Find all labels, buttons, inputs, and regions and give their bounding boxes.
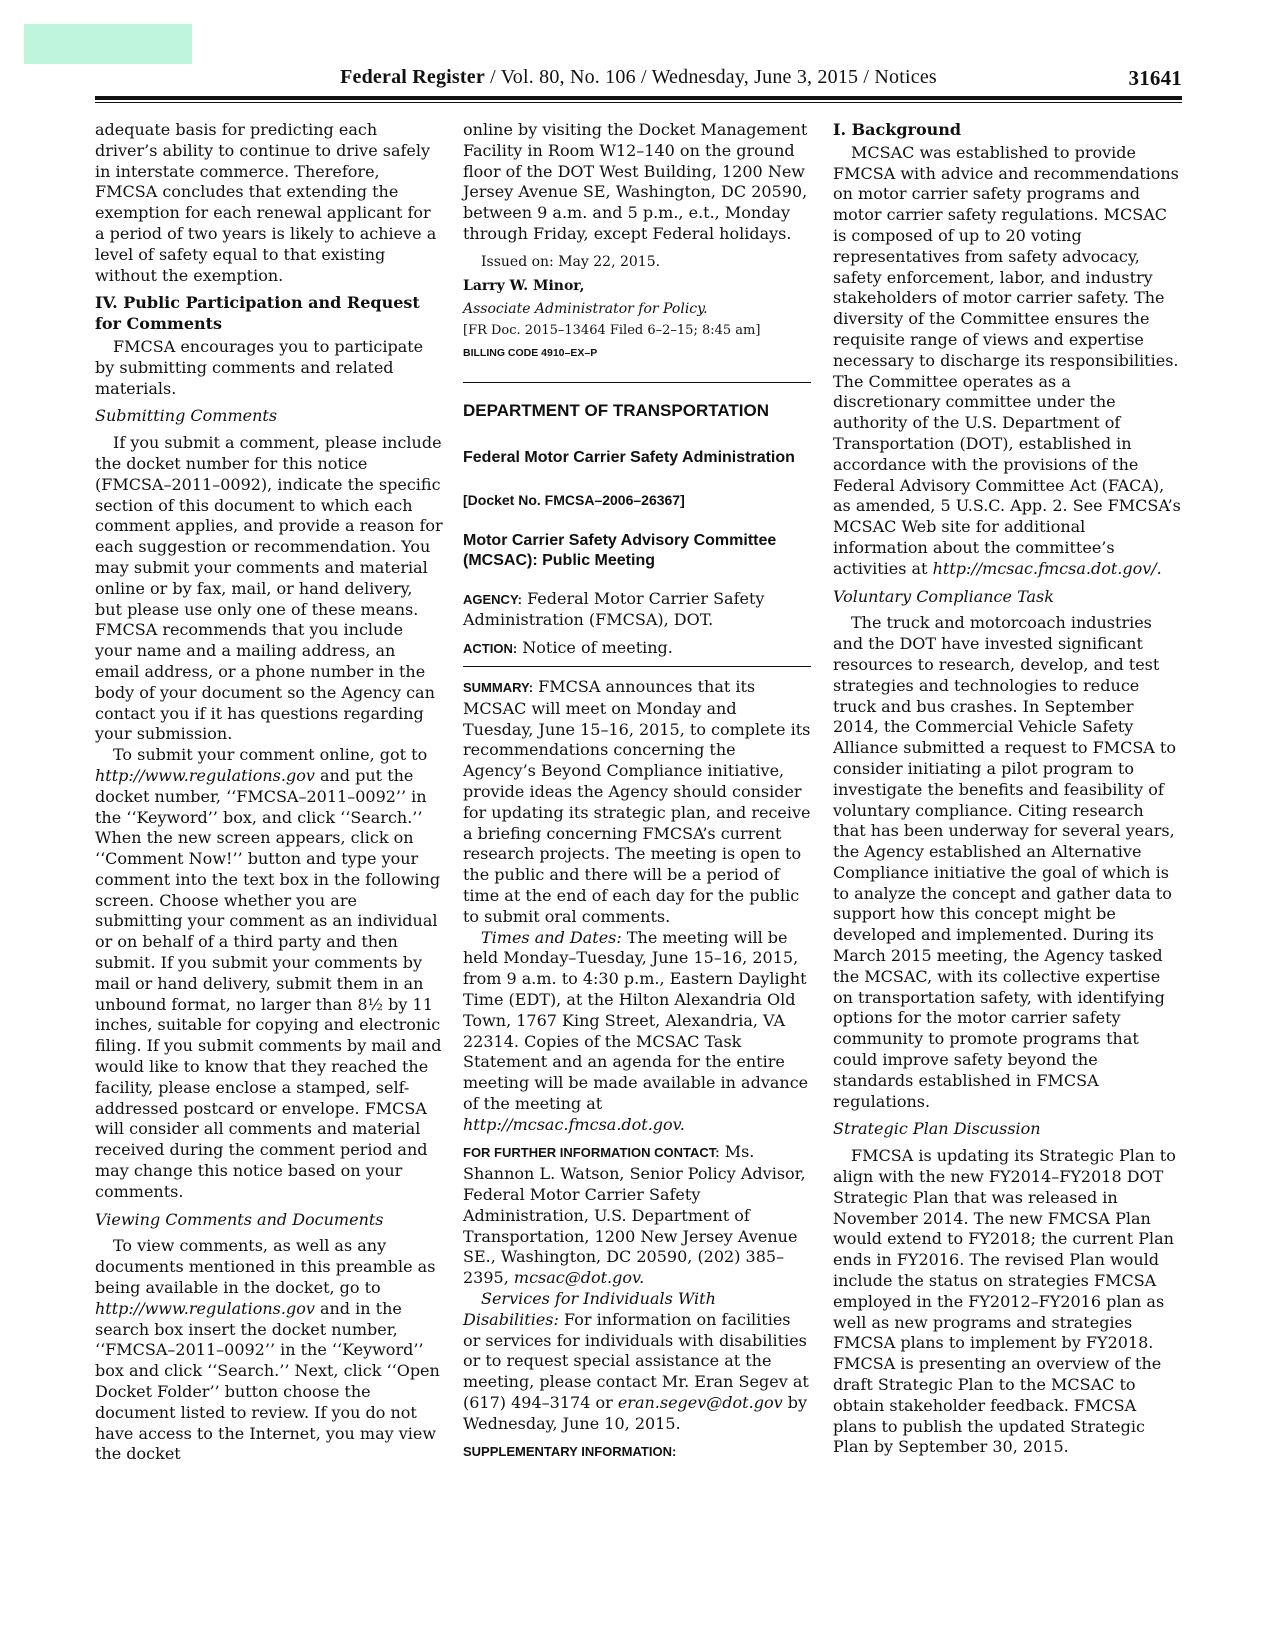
page-header: [95, 66, 1182, 94]
header-rule-thin: [95, 102, 1182, 103]
publication-name: Federal Register: [340, 66, 485, 88]
mcsac-link[interactable]: http://mcsac.fmcsa.dot.gov/.: [932, 558, 1162, 578]
paragraph: online by visiting the Docket Management Facility in Room W12–140 on the ground floor of the DOT West Building, 1200 New Jersey Avenue SE, Washington, DC 20590, between 9 a.m. and 5 p.m., e.t., Monday through Friday, except Federal holidays.: [463, 120, 808, 243]
column-3: [833, 120, 1181, 1465]
subheading: Voluntary Compliance Task: [833, 586, 1054, 606]
action-line: ACTION: Notice of meeting.: [463, 638, 673, 658]
paragraph: FMCSA is updating its Strategic Plan to align with the new FY2014–FY2018 DOT Strategic Plan that was released in November 2014. The new FMCSA Plan would extend to FY2018; the current Plan ends in FY2016. The revised Plan would include the status on strategies FMCSA employed in the FY2012–FY2016 plan as well as new programs and strategies FMCSA plans to implement by FY2018. FMCSA is presenting an overview of the draft Strategic Plan to the MCSAC to obtain stakeholder feedback. FMCSA plans to publish the updated Strategic Plan by September 30, 2015.: [833, 1146, 1176, 1457]
agency-heading: Federal Motor Carrier Safety Administration: [463, 448, 795, 466]
header-citation-line: [95, 66, 1182, 89]
issued-date: Issued on: May 22, 2015.: [481, 253, 661, 270]
issue-citation: / Vol. 80, No. 106 / Wednesday, June 3, 2015 / Notices: [484, 66, 937, 88]
email-link[interactable]: eran.segev@dot.gov: [617, 1393, 783, 1413]
mcsac-link[interactable]: http://mcsac.fmcsa.dot.gov.: [463, 1114, 685, 1134]
signer-name: Larry W. Minor,: [463, 277, 585, 294]
summary-paragraph: SUMMARY: FMCSA announces that its MCSAC will meet on Monday and Tuesday, June 15–16, 2015, to complete its recommendations concerning the Agency’s Beyond Compliance initiative, provide ideas the Agency should consider for updating its strategic plan, and receive a briefing concerning FMCSA’s current research projects. The meeting is open to the public and there will be a period of time at the end of each day for the public to submit oral comments.: [463, 676, 811, 926]
paragraph: The truck and motorcoach industries and the DOT have invested significant resources to research, develop, and test strategies and technologies to reduce truck and bus crashes. In September 2014, the Commercial Vehicle Safety Alliance submitted a request to FMCSA to consider initiating a pilot program to investigate the benefits and feasibility of voluntary compliance. Citing research that has been underway for several years, the Agency established an Alternative Compliance initiative the goal of which is to analyze the concept and gather data to support how this concept might be developed and implemented. During its March 2015 meeting, the Agency tasked the MCSAC, with its collective expertise on transportation safety, with identifying options for the motor carrier safety community to promote programs that could improve safety beyond the standards established in FMCSA regulations.: [833, 613, 1176, 1111]
paragraph: To view comments, as well as any documents mentioned in this preamble as being available in the docket, go to http://www.regulations.gov and in the search box insert the docket number, ‘‘FMCSA–2011–0092’’ in the ‘‘Keyword’’ box and click ‘‘Search.’’ Next, click ‘‘Open Docket Folder’’ button choose the document listed to review. If you do not have access to the Internet, you may view the docket: [95, 1236, 440, 1464]
contact-paragraph: FOR FURTHER INFORMATION CONTACT: Ms. Shannon L. Watson, Senior Policy Advisor, Federal Motor Carrier Safety Administration, U.S. Department of Transportation, 1200 New Jersey Avenue SE., Washington, DC 20590, (202) 385–2395, mcsac@dot.gov.: [463, 1142, 806, 1288]
column-1: [95, 120, 443, 1472]
notice-title: Motor Carrier Safety Advisory Committee (MCSAC): Public Meeting: [463, 531, 777, 569]
regulations-link[interactable]: http://www.regulations.gov: [95, 765, 315, 785]
paragraph: adequate basis for predicting each driver’s ability to continue to drive safely in interstate commerce. Therefore, FMCSA concludes that extending the exemption for each renewal applicant for a period of two years is likely to achieve a level of safety equal to that existing without the exemption.: [95, 120, 437, 285]
divider: [463, 666, 811, 667]
page-number: 31641: [1128, 66, 1182, 90]
times-paragraph: Times and Dates: The meeting will be held Monday–Tuesday, June 15–16, 2015, from 9 a.m. to 4:30 p.m., Eastern Daylight Time (EDT), at the Hilton Alexandria Old Town, 1767 King Street, Alexandria, VA 22314. Copies of the MCSAC Task Statement and an agenda for the entire meeting will be made available in advance of the meeting at http://mcsac.fmcsa.dot.gov.: [463, 927, 809, 1134]
paragraph: To submit your comment online, got to http://www.regulations.gov and put the docket number, ‘‘FMCSA–2011–0092’’ in the ‘‘Keyword’’ box, and click ‘‘Search.’’ When the new screen appears, click on ‘‘Comment Now!’’ button and type your comment into the text box in the following screen. Choose whether you are submitting your comment as an individual or on behalf of a third party and then submit. If you submit your comments by mail or hand delivery, submit them in an unbound format, no larger than 8½ by 11 inches, suitable for copying and electronic filing. If you submit comments by mail and would like to know that they reached the facility, please enclose a stamped, self-addressed postcard or envelope. FMCSA will consider all comments and material received during the comment period and may change this notice based on your comments.: [95, 745, 442, 1201]
subheading: Viewing Comments and Documents: [95, 1209, 384, 1229]
divider: [463, 382, 811, 383]
paragraph: FMCSA encourages you to participate by submitting comments and related materials.: [95, 336, 424, 398]
signer-title: Associate Administrator for Policy.: [463, 301, 708, 318]
agency-line: AGENCY: Federal Motor Carrier Safety Administration (FMCSA), DOT.: [463, 588, 765, 630]
section-heading: I. Background: [833, 120, 962, 139]
subheading: Strategic Plan Discussion: [833, 1119, 1041, 1139]
subheading: Submitting Comments: [95, 406, 278, 426]
supplementary-label: SUPPLEMENTARY INFORMATION:: [463, 1443, 677, 1459]
email-link[interactable]: mcsac@dot.gov.: [513, 1268, 645, 1288]
billing-code: BILLING CODE 4910–EX–P: [463, 347, 598, 360]
column-2: [463, 120, 811, 1469]
paragraph: If you submit a comment, please include the docket number for this notice (FMCSA–2011–0092), indicate the specific section of this document to which each comment applies, and provide a reason for each suggestion or recommendation. You may submit your comments and material online or by fax, mail, or hand delivery, but please use only one of these means. FMCSA recommends that you include your name and a mailing address, an email address, or a phone number in the body of your document so the Agency can contact you if it has questions regarding your submission.: [95, 433, 443, 744]
paragraph: MCSAC was established to provide FMCSA with advice and recommendations on motor carrier safety programs and motor carrier safety regulations. MCSAC is composed of up to 20 voting representatives from safety advocacy, safety enforcement, labor, and industry stakeholders of motor carrier safety. The diversity of the Committee ensures the requisite range of views and expertise necessary to discharge its responsibilities. The Committee operates as a discretionary committee under the authority of the U.S. Department of Transportation (DOT), established in accordance with the provisions of the Federal Advisory Committee Act (FACA), as amended, 5 U.S.C. App. 2. See FMCSA’s MCSAC Web site for additional information about the committee’s activities at http://mcsac.fmcsa.dot.gov/.: [833, 142, 1181, 578]
docket-number: [Docket No. FMCSA–2006–26367]: [463, 491, 685, 508]
services-paragraph: Services for Individuals With Disabilities: For information on facilities or services for individuals with disabilities or to request special assistance at the meeting, please contact Mr. Eran Segev at (617) 494–3174 or eran.segev@dot.gov by Wednesday, June 10, 2015.: [463, 1289, 809, 1433]
section-heading: IV. Public Participation and Request for Comments: [95, 293, 420, 334]
highlight-stamp: [24, 24, 192, 64]
header-rule-thick: [95, 96, 1182, 100]
department-heading: DEPARTMENT OF TRANSPORTATION: [463, 400, 769, 420]
fr-doc: [FR Doc. 2015–13464 Filed 6–2–15; 8:45 am]: [463, 323, 761, 339]
regulations-link[interactable]: http://www.regulations.gov: [95, 1298, 315, 1318]
